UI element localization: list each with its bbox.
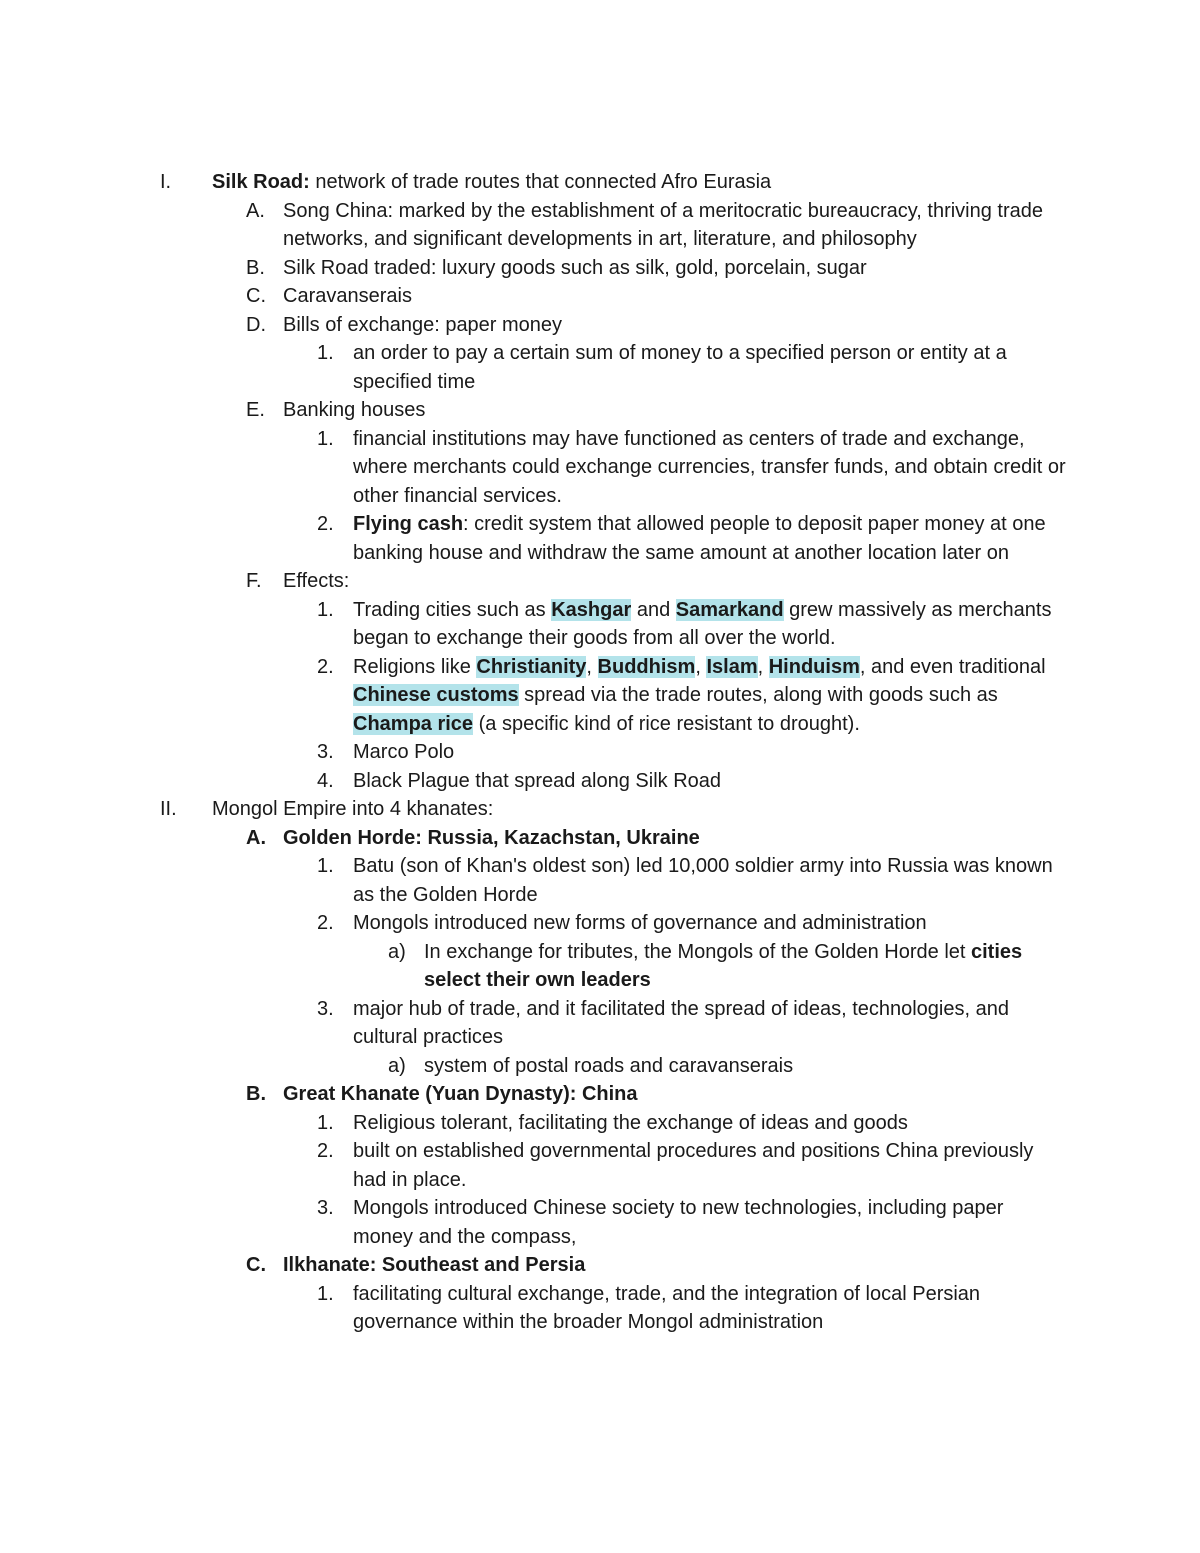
highlight-christianity: Christianity [476,655,587,678]
text-run: spread via the trade routes, along with goods such as [518,684,998,706]
highlight-chinese-customs: Chinese customs [353,684,519,706]
item-text: Effects: [283,570,350,592]
section-silk-road [0,168,1200,197]
text-run: Religions like [353,655,477,678]
list-marker: C. [246,285,266,307]
list-marker: A. [246,199,265,222]
bold-phrase: cities select their own leaders [424,940,1023,991]
highlight-champa-rice: Champa rice [353,712,474,735]
term-description: : credit system that allowed people to deposit paper money at one banking house and withdraw the same amount at another location later on [353,513,1046,564]
item-text: Silk Road traded: luxury goods such as silk, gold, porcelain, sugar [283,256,867,279]
item-text: Mongols introduced Chinese society to new technologies, including paper money and the compass, [353,1197,1004,1248]
list-item [0,909,1200,938]
list-marker: 1. [317,598,334,621]
list-item [0,282,1200,311]
document-page [0,168,1200,1337]
list-item [0,339,1200,396]
list-item [0,1052,1200,1081]
text-run: and [631,598,676,621]
item-text: Caravanserais [283,285,412,307]
highlight-kashgar: Kashgar [551,598,632,621]
text-run: , [757,655,769,678]
subsection-heading: Golden Horde: Russia, Kazachstan, Ukraine [283,826,700,849]
subsection-golden-horde [0,824,1200,853]
list-marker: 1. [317,427,334,450]
item-text: Marco Polo [353,741,455,763]
item-text: system of postal roads and caravanserais [424,1054,794,1077]
subsection-heading: Ilkhanate: Southeast and Persia [283,1254,586,1276]
section-description: network of trade routes that connected Afro Eurasia [309,171,772,193]
list-marker: D. [246,313,266,336]
item-text: facilitating cultural exchange, trade, and the integration of local Persian governance within the broader Mongol administration [353,1282,981,1333]
list-item [0,425,1200,511]
text-run: Trading cities such as [353,598,552,621]
text-run: , [586,655,598,678]
list-marker: 1. [317,342,334,364]
item-text [353,653,1068,739]
subsection-ilkhanate [0,1251,1200,1280]
item-text: financial institutions may have functioned as centers of trade and exchange, where merchants could exchange currencies, transfer funds, and obtain credit or other financial services. [353,427,1066,507]
list-item [0,197,1200,254]
list-item [0,311,1200,340]
item-text: Banking houses [283,399,426,421]
item-text [424,938,1044,995]
list-item [0,1194,1200,1251]
item-text: Song China: marked by the establishment of a meritocratic bureaucracy, thriving trade networks, and significant developments in art, literature, and philosophy [283,199,1043,250]
list-marker: F. [246,570,262,592]
item-text: Batu (son of Khan's oldest son) led 10,000 soldier army into Russia was known as the Golden Horde [353,855,1053,906]
list-marker: a) [388,940,406,963]
list-marker: 3. [317,1197,334,1219]
section-heading [212,168,1092,197]
item-text: Religious tolerant, facilitating the exchange of ideas and goods [353,1111,908,1134]
list-marker: II. [160,798,177,820]
section-mongol-empire [0,795,1200,824]
list-marker: I. [160,171,172,193]
text-run: , [695,655,707,678]
text-run: In exchange for tributes, the Mongols of the Golden Horde let [424,940,971,963]
list-marker: E. [246,399,265,421]
term-flying-cash: Flying cash [353,513,464,535]
list-marker: 3. [317,741,334,763]
list-item [0,852,1200,909]
item-text [353,596,1068,653]
list-item [0,738,1200,767]
text-run: grew massively as merchants began to exchange their goods from all over the world. [353,598,1052,649]
list-marker: C. [246,1254,266,1276]
highlight-samarkand: Samarkand [675,598,784,621]
subsection-heading: Great Khanate (Yuan Dynasty): China [283,1083,638,1105]
list-item [0,1280,1200,1337]
list-item [0,396,1200,425]
text-run: (a specific kind of rice resistant to drought). [473,712,860,735]
item-text [353,510,1068,567]
highlight-buddhism: Buddhism [597,655,696,678]
list-marker: B. [246,1083,266,1105]
list-item [0,995,1200,1052]
list-item [0,767,1200,796]
subsection-great-khanate [0,1080,1200,1109]
highlight-hinduism: Hinduism [768,655,860,678]
term-silk-road: Silk Road: [212,171,310,193]
item-text: major hub of trade, and it facilitated the spread of ideas, technologies, and cultural practices [353,997,1009,1048]
list-marker: 2. [317,912,334,934]
list-marker: 1. [317,1282,334,1305]
text-run: , and even traditional [859,655,1046,678]
item-text: Mongols introduced new forms of governance and administration [353,912,927,934]
list-item [0,510,1200,567]
list-item [0,653,1200,739]
item-text: an order to pay a certain sum of money to a specified person or entity at a specified time [353,342,1007,393]
list-item [0,567,1200,596]
highlight-islam: Islam [706,655,758,678]
section-heading: Mongol Empire into 4 khanates: [212,798,494,820]
list-marker: 3. [317,997,334,1020]
list-marker: 2. [317,1140,334,1162]
list-marker: a) [388,1054,406,1077]
list-marker: A. [246,826,266,849]
list-item [0,1137,1200,1194]
list-marker: 4. [317,769,334,792]
list-item [0,254,1200,283]
list-marker: 1. [317,855,334,877]
list-item [0,1109,1200,1138]
item-text: Black Plague that spread along Silk Road [353,769,722,792]
list-item [0,596,1200,653]
item-text: Bills of exchange: paper money [283,313,563,336]
list-marker: 2. [317,513,334,535]
list-item [0,938,1200,995]
item-text: built on established governmental procedures and positions China previously had in place. [353,1140,1034,1191]
list-marker: 2. [317,655,334,678]
list-marker: 1. [317,1111,334,1134]
list-marker: B. [246,256,265,279]
